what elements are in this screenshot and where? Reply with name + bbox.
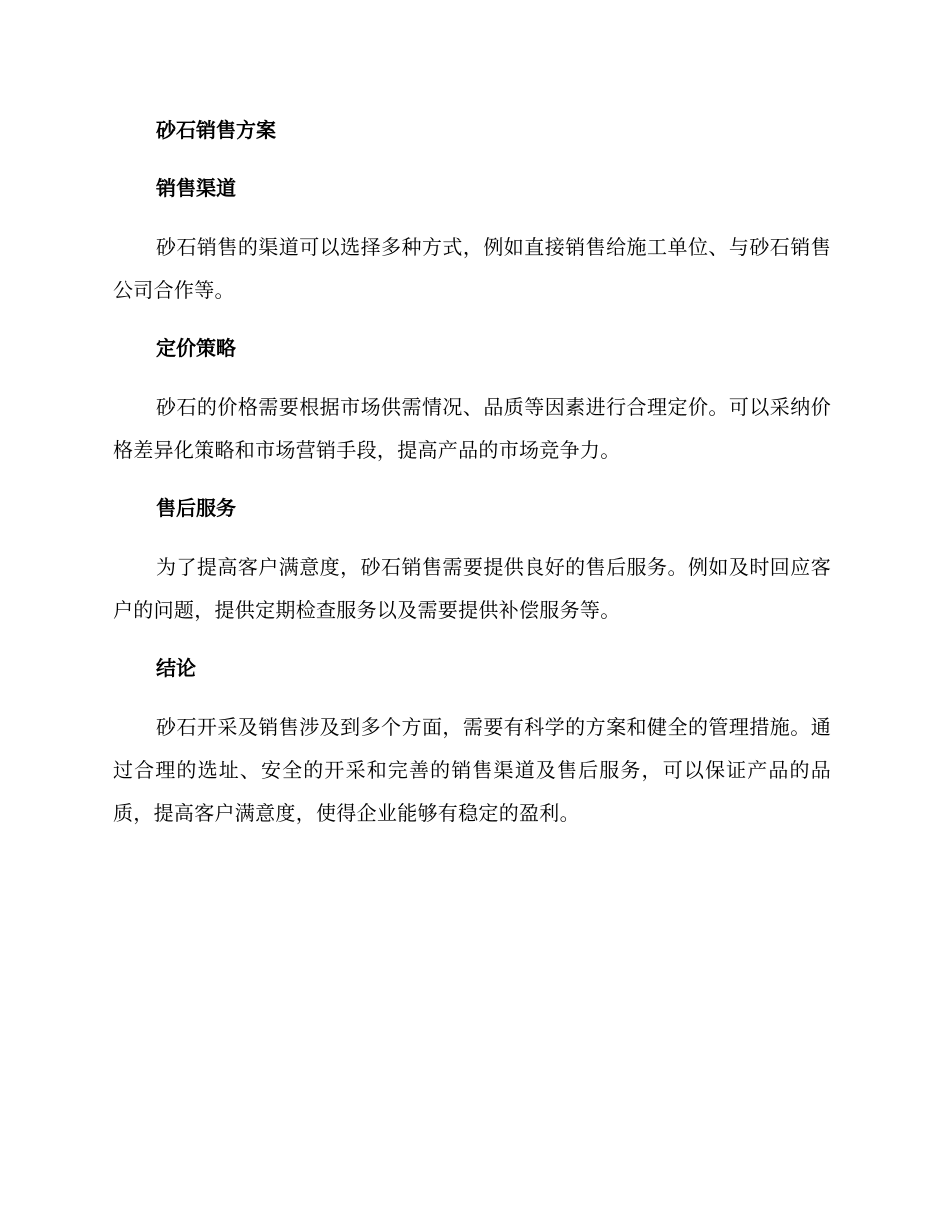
document-content <box>113 110 831 851</box>
section-body-after-sales: 为了提高客户满意度，砂石销售需要提供良好的售后服务。例如及时回应客户的问题，提供定期检查服务以及需要提供补偿服务等。 <box>113 555 831 622</box>
section-heading-pricing-strategy: 定价策略 <box>156 336 236 360</box>
section-heading-sales-channel: 销售渠道 <box>156 176 236 200</box>
section-heading-after-sales: 售后服务 <box>156 496 236 520</box>
section-body-conclusion: 砂石开采及销售涉及到多个方面，需要有科学的方案和健全的管理措施。通过合理的选址、安全的开采和完善的销售渠道及售后服务，可以保证产品的品质，提高客户满意度，使得企业能够有稳定的盈利。 <box>113 715 831 825</box>
section-body-pricing-strategy: 砂石的价格需要根据市场供需情况、品质等因素进行合理定价。可以采纳价格差异化策略和市场营销手段，提高产品的市场竞争力。 <box>113 395 831 462</box>
document-title: 砂石销售方案 <box>156 118 276 142</box>
section-heading-conclusion: 结论 <box>156 656 196 680</box>
section-body-sales-channel: 砂石销售的渠道可以选择多种方式，例如直接销售给施工单位、与砂石销售公司合作等。 <box>113 235 831 302</box>
